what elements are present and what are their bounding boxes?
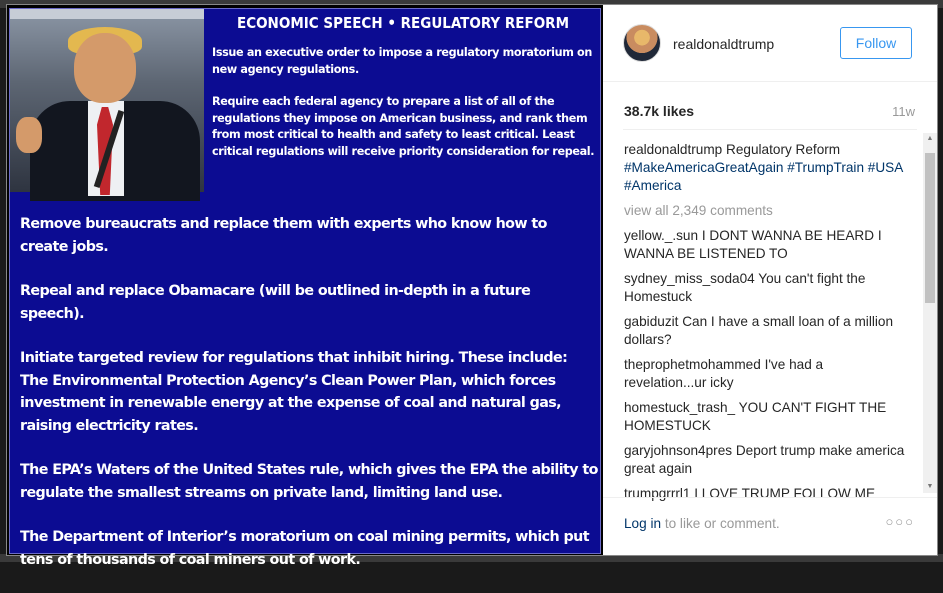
hashtag[interactable]: #America [624, 178, 682, 193]
comment-text: Deport trump make america great again [624, 443, 905, 476]
comment-text: I LOVE TRUMP FOLLOW ME [694, 486, 876, 501]
scroll-thumb[interactable] [925, 153, 935, 303]
likes-count[interactable]: 38.7k likes [624, 103, 695, 119]
comment-user[interactable]: sydney_miss_soda04 [624, 271, 755, 286]
post-time[interactable]: 11w [892, 104, 915, 119]
comment-user[interactable]: trumpgrrrl1 [624, 486, 691, 501]
comment-item [624, 227, 907, 263]
scroll-down-icon[interactable]: ▼ [926, 483, 934, 490]
slide-paragraph: Require each federal agency to prepare a list of all of the regulations they impose on American business, and rank them from most critical to health and safety to least critical. Least critical regulations will receive priority consideration for repeal. [212, 95, 595, 158]
slide-paragraph: Initiate targeted review for regulations that inhibit hiring. These include: The Environmental Protection Agency’s Clean Power Plan, which forces investment in renewable energy at the expense of coal and natural gas, raising electricity rates. [20, 350, 568, 434]
comment-text: You can't fight the Homestuck [624, 271, 866, 304]
slide-paragraph: Repeal and replace Obamacare (will be outlined in-depth in a future speech). [20, 283, 531, 322]
view-all-comments[interactable]: view all 2,349 comments [624, 203, 773, 218]
comment-text: I've had a revelation...ur icky [624, 357, 824, 390]
comment-user[interactable]: yellow._.sun [624, 228, 699, 243]
slide-top-text [212, 45, 600, 176]
avatar[interactable] [623, 24, 661, 62]
scroll-up-icon[interactable]: ▲ [926, 135, 934, 142]
slide-paragraph: The Department of Interior’s moratorium on coal mining permits, which put tens of thousands of coal miners out of work. [20, 529, 589, 568]
hashtag[interactable]: #TrumpTrain [787, 160, 864, 175]
username-link[interactable]: realdonaldtrump [673, 36, 775, 52]
comment-text: Can I have a small loan of a million dollars? [624, 314, 894, 347]
comment-text: I DONT WANNA BE HEARD I WANNA BE LISTENED TO [624, 228, 882, 261]
caption-text: Regulatory Reform [722, 142, 841, 157]
comments-list[interactable] [624, 141, 907, 501]
divider [623, 129, 917, 130]
hashtag[interactable]: #USA [867, 160, 903, 175]
comment-user[interactable]: theprophetmohammed [624, 357, 761, 372]
post-footer [603, 497, 937, 556]
post-header [603, 5, 937, 82]
speaker-photo [10, 9, 204, 192]
caption-user[interactable]: realdonaldtrump [624, 142, 723, 157]
post-sidebar [603, 5, 937, 555]
post-modal [6, 4, 938, 568]
comment-user[interactable]: homestuck_trash_ [624, 400, 736, 415]
comment-text: YOU CAN'T FIGHT THE HOMESTUCK [624, 400, 887, 433]
slide-paragraph: Remove bureaucrats and replace them with experts who know how to create jobs. [20, 216, 547, 255]
comments-scrollbar[interactable] [923, 133, 937, 493]
comment-user[interactable]: gabiduzit [624, 314, 679, 329]
caption [624, 141, 907, 195]
slide [9, 8, 601, 568]
hashtag[interactable]: #MakeAmericaGreatAgain [624, 160, 784, 175]
post-image[interactable] [7, 5, 603, 568]
comment-item [624, 399, 907, 435]
login-link[interactable]: Log in [624, 516, 662, 531]
follow-button[interactable]: Follow [840, 27, 912, 59]
slide-headline: ECONOMIC SPEECH • REGULATORY REFORM [236, 14, 570, 32]
slide-paragraph: The EPA’s Waters of the United States rule, which gives the EPA the ability to regulate the smallest streams on private land, limiting land use. [20, 462, 598, 501]
comment-item [624, 442, 907, 478]
comment-item [624, 270, 907, 306]
slide-paragraph: Issue an executive order to impose a regulatory moratorium on new agency regulations. [212, 46, 593, 76]
comment-item [624, 356, 907, 392]
login-prompt [624, 516, 780, 531]
login-prompt-text: to like or comment. [661, 516, 780, 531]
more-options-icon[interactable]: ○○○ [885, 514, 915, 529]
comment-item [624, 313, 907, 349]
comment-user[interactable]: garyjohnson4pres [624, 443, 733, 458]
slide-main-text [20, 213, 598, 593]
